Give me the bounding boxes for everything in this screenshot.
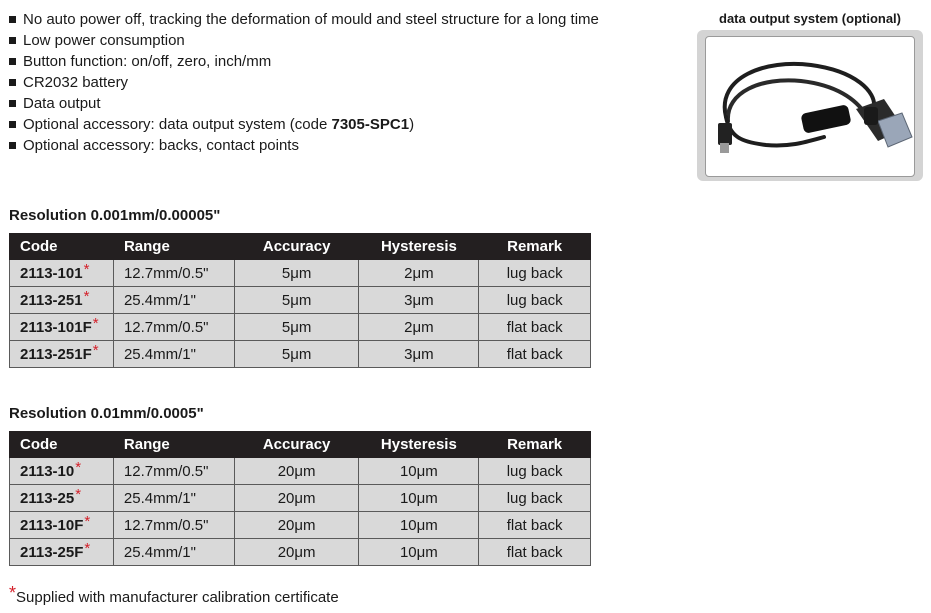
feature-item: CR2032 battery [9, 72, 599, 93]
accessory-code: 7305-SPC1 [331, 116, 410, 133]
calibration-asterisk: * [92, 314, 99, 332]
accuracy-cell: 20μm [234, 458, 359, 485]
column-header-hysteresis: Hysteresis [359, 432, 479, 458]
calibration-asterisk: * [75, 485, 82, 503]
square-bullet-icon [9, 142, 16, 149]
table-row [10, 539, 591, 566]
remark-cell: lug back [479, 260, 591, 287]
code-cell: 2113-251* [10, 287, 114, 314]
spec-table-2 [9, 431, 591, 566]
range-cell: 25.4mm/1" [113, 287, 234, 314]
accuracy-cell: 5μm [234, 260, 359, 287]
remark-cell: flat back [479, 314, 591, 341]
feature-item: Low power consumption [9, 30, 599, 51]
square-bullet-icon [9, 100, 16, 107]
table-row [10, 314, 591, 341]
column-header-remark: Remark [479, 234, 591, 260]
remark-cell: flat back [479, 539, 591, 566]
accuracy-cell: 5μm [234, 341, 359, 368]
table-row [10, 260, 591, 287]
table-row [10, 341, 591, 368]
calibration-asterisk: * [92, 341, 99, 359]
accuracy-cell: 20μm [234, 485, 359, 512]
accessory-caption: data output system (optional) [719, 11, 901, 26]
table-row [10, 287, 591, 314]
accessory-image [705, 36, 915, 177]
footnote-asterisk: * [9, 583, 17, 603]
feature-item: Data output [9, 93, 599, 114]
resolution-title-2: Resolution 0.01mm/0.0005" [9, 405, 204, 422]
hysteresis-cell: 2μm [359, 314, 479, 341]
column-header-accuracy: Accuracy [234, 234, 359, 260]
code-cell: 2113-251F* [10, 341, 114, 368]
square-bullet-icon [9, 79, 16, 86]
table-header-row [10, 234, 591, 260]
calibration-asterisk: * [84, 539, 91, 557]
calibration-asterisk: * [83, 260, 90, 278]
range-cell: 12.7mm/0.5" [113, 512, 234, 539]
remark-cell: lug back [479, 458, 591, 485]
square-bullet-icon [9, 16, 16, 23]
calibration-asterisk: * [75, 458, 82, 476]
hysteresis-cell: 3μm [359, 341, 479, 368]
code-cell: 2113-10F* [10, 512, 114, 539]
hysteresis-cell: 10μm [359, 458, 479, 485]
feature-item: No auto power off, tracking the deformation of mould and steel structure for a long time [9, 9, 599, 30]
column-header-hysteresis: Hysteresis [359, 234, 479, 260]
code-cell: 2113-25F* [10, 539, 114, 566]
footnote: *Supplied with manufacturer calibration certificate [9, 583, 339, 606]
hysteresis-cell: 10μm [359, 485, 479, 512]
range-cell: 12.7mm/0.5" [113, 260, 234, 287]
table-row [10, 485, 591, 512]
column-header-accuracy: Accuracy [234, 432, 359, 458]
accuracy-cell: 5μm [234, 314, 359, 341]
accuracy-cell: 20μm [234, 539, 359, 566]
code-cell: 2113-25* [10, 485, 114, 512]
spec-table-1 [9, 233, 591, 368]
square-bullet-icon [9, 121, 16, 128]
code-cell: 2113-10* [10, 458, 114, 485]
range-cell: 12.7mm/0.5" [113, 458, 234, 485]
remark-cell: lug back [479, 287, 591, 314]
square-bullet-icon [9, 37, 16, 44]
column-header-code: Code [10, 234, 114, 260]
remark-cell: flat back [479, 341, 591, 368]
resolution-title-1: Resolution 0.001mm/0.00005" [9, 207, 221, 224]
feature-list [9, 9, 599, 156]
code-cell: 2113-101* [10, 260, 114, 287]
accuracy-cell: 5μm [234, 287, 359, 314]
table-row [10, 458, 591, 485]
table-header-row [10, 432, 591, 458]
hysteresis-cell: 10μm [359, 512, 479, 539]
column-header-code: Code [10, 432, 114, 458]
accuracy-cell: 20μm [234, 512, 359, 539]
range-cell: 12.7mm/0.5" [113, 314, 234, 341]
calibration-asterisk: * [83, 287, 90, 305]
hysteresis-cell: 3μm [359, 287, 479, 314]
hysteresis-cell: 10μm [359, 539, 479, 566]
column-header-range: Range [113, 432, 234, 458]
calibration-asterisk: * [84, 512, 91, 530]
table-row [10, 512, 591, 539]
square-bullet-icon [9, 58, 16, 65]
column-header-range: Range [113, 234, 234, 260]
range-cell: 25.4mm/1" [113, 341, 234, 368]
remark-cell: lug back [479, 485, 591, 512]
hysteresis-cell: 2μm [359, 260, 479, 287]
usb-serial-cable-icon [706, 37, 914, 176]
feature-item: Button function: on/off, zero, inch/mm [9, 51, 599, 72]
remark-cell: flat back [479, 512, 591, 539]
code-cell: 2113-101F* [10, 314, 114, 341]
accessory-image-frame [697, 30, 923, 181]
column-header-remark: Remark [479, 432, 591, 458]
range-cell: 25.4mm/1" [113, 485, 234, 512]
range-cell: 25.4mm/1" [113, 539, 234, 566]
feature-item: Optional accessory: data output system (code 7305-SPC1) [9, 114, 599, 135]
feature-item: Optional accessory: backs, contact points [9, 135, 599, 156]
